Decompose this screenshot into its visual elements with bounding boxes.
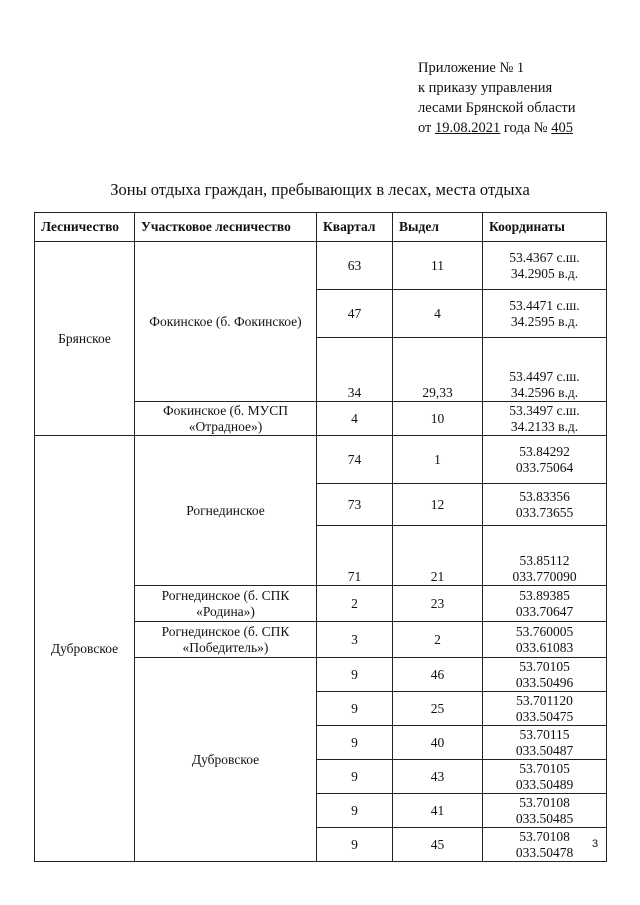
- latitude: 53.70108: [519, 828, 570, 844]
- latitude: 53.70105: [519, 760, 570, 776]
- date-prefix: от: [418, 120, 436, 136]
- appendix-line: лесами Брянской области: [418, 100, 576, 116]
- longitude: 033.50489: [515, 776, 574, 792]
- document-title: Зоны отдыха граждан, пребывающих в лесах, места отдыха: [110, 180, 530, 199]
- latitude: 53.70105: [519, 658, 570, 674]
- forestry-cell: Дубровское: [35, 436, 135, 862]
- header-coordinates: Координаты: [483, 213, 607, 242]
- coordinates-cell: [483, 692, 607, 726]
- quarter-cell: 73: [317, 484, 393, 526]
- latitude: 53.701120: [516, 692, 573, 708]
- header-quarter: Квартал: [317, 213, 393, 242]
- allotment-cell: 2: [393, 622, 483, 658]
- coordinates-cell: [483, 290, 607, 338]
- allotment-cell: 11: [393, 242, 483, 290]
- quarter-cell: 63: [317, 242, 393, 290]
- header-forestry: Лесничество: [35, 213, 135, 242]
- latitude: 53.70115: [519, 726, 570, 742]
- appendix-line: к приказу управления: [418, 80, 553, 96]
- local-forestry-cell: Дубровское: [135, 658, 317, 862]
- header-allotment: Выдел: [393, 213, 483, 242]
- quarter-cell: 47: [317, 290, 393, 338]
- quarter-cell: 2: [317, 586, 393, 622]
- quarter-cell: 71: [317, 526, 393, 586]
- allotment-cell: 41: [393, 794, 483, 828]
- latitude: 53.85112: [519, 553, 570, 568]
- table-row: [35, 436, 607, 484]
- longitude: 033.50478: [515, 844, 574, 860]
- quarter-cell: 9: [317, 828, 393, 862]
- coordinates-cell: [483, 794, 607, 828]
- longitude: 34.2905 в.д.: [510, 265, 579, 281]
- local-forestry-cell: Фокинское (б. Фокинское): [135, 242, 317, 402]
- allotment-cell: 45: [393, 828, 483, 862]
- coordinates-cell: [483, 526, 607, 586]
- coordinates-cell: [483, 402, 607, 436]
- quarter-cell: 9: [317, 760, 393, 794]
- order-number: 405: [551, 120, 573, 136]
- order-date: 19.08.2021: [435, 120, 501, 136]
- coordinates-cell: [483, 436, 607, 484]
- longitude: 033.50475: [515, 708, 574, 724]
- quarter-cell: 9: [317, 726, 393, 760]
- appendix-line: Приложение № 1: [418, 60, 525, 76]
- longitude: 34.2595 в.д.: [510, 313, 579, 329]
- latitude: 53.4471 с.ш.: [509, 297, 580, 313]
- allotment-cell: 46: [393, 658, 483, 692]
- longitude: 033.73655: [515, 504, 574, 520]
- latitude: 53.89385: [519, 587, 570, 603]
- coordinates-cell: [483, 338, 607, 402]
- longitude: 033.50496: [515, 674, 574, 690]
- coordinates-cell: [483, 484, 607, 526]
- forestry-cell: Брянское: [35, 242, 135, 436]
- allotment-cell: 4: [393, 290, 483, 338]
- allotment-cell: 12: [393, 484, 483, 526]
- longitude: 033.70647: [515, 603, 574, 619]
- longitude: 033.50487: [515, 742, 574, 758]
- latitude: 53.3497 с.ш.: [509, 402, 580, 418]
- zones-table: [34, 212, 607, 862]
- quarter-cell: 9: [317, 794, 393, 828]
- allotment-cell: 43: [393, 760, 483, 794]
- allotment-cell: 21: [393, 526, 483, 586]
- allotment-cell: 10: [393, 402, 483, 436]
- longitude: 033.770090: [512, 569, 577, 584]
- quarter-cell: 34: [317, 338, 393, 402]
- coordinates-cell: [483, 622, 607, 658]
- local-forestry-cell: Рогнединское (б. СПК «Победитель»): [135, 622, 317, 658]
- local-forestry-cell: Фокинское (б. МУСП «Отрадное»): [135, 402, 317, 436]
- latitude: 53.83356: [519, 488, 570, 504]
- appendix-block: [418, 58, 576, 138]
- longitude: 033.50485: [515, 810, 574, 826]
- page-number: 3: [592, 838, 599, 850]
- coordinates-cell: [483, 658, 607, 692]
- longitude: 033.75064: [515, 459, 574, 475]
- coordinates-cell: [483, 760, 607, 794]
- latitude: 53.760005: [515, 623, 574, 639]
- latitude: 53.84292: [519, 443, 570, 459]
- allotment-cell: 25: [393, 692, 483, 726]
- quarter-cell: 3: [317, 622, 393, 658]
- longitude: 033.61083: [515, 639, 574, 655]
- coordinates-cell: [483, 242, 607, 290]
- table-header-row: [35, 213, 607, 242]
- local-forestry-cell: Рогнединское (б. СПК «Родина»): [135, 586, 317, 622]
- quarter-cell: 9: [317, 658, 393, 692]
- allotment-cell: 29,33: [393, 338, 483, 402]
- latitude: 53.70108: [519, 794, 570, 810]
- table-row: [35, 242, 607, 290]
- coordinates-cell: [483, 586, 607, 622]
- local-forestry-cell: Рогнединское: [135, 436, 317, 586]
- longitude: 34.2596 в.д.: [510, 385, 579, 400]
- allotment-cell: 23: [393, 586, 483, 622]
- latitude: 53.4367 с.ш.: [509, 249, 580, 265]
- longitude: 34.2133 в.д.: [510, 418, 579, 434]
- header-local-forestry: Участковое лесничество: [135, 213, 317, 242]
- quarter-cell: 74: [317, 436, 393, 484]
- allotment-cell: 40: [393, 726, 483, 760]
- quarter-cell: 4: [317, 402, 393, 436]
- coordinates-cell: [483, 726, 607, 760]
- allotment-cell: 1: [393, 436, 483, 484]
- quarter-cell: 9: [317, 692, 393, 726]
- appendix-date-line: [418, 118, 576, 138]
- date-mid: года №: [500, 120, 552, 136]
- coordinates-cell: [483, 828, 607, 862]
- latitude: 53.4497 с.ш.: [509, 369, 580, 384]
